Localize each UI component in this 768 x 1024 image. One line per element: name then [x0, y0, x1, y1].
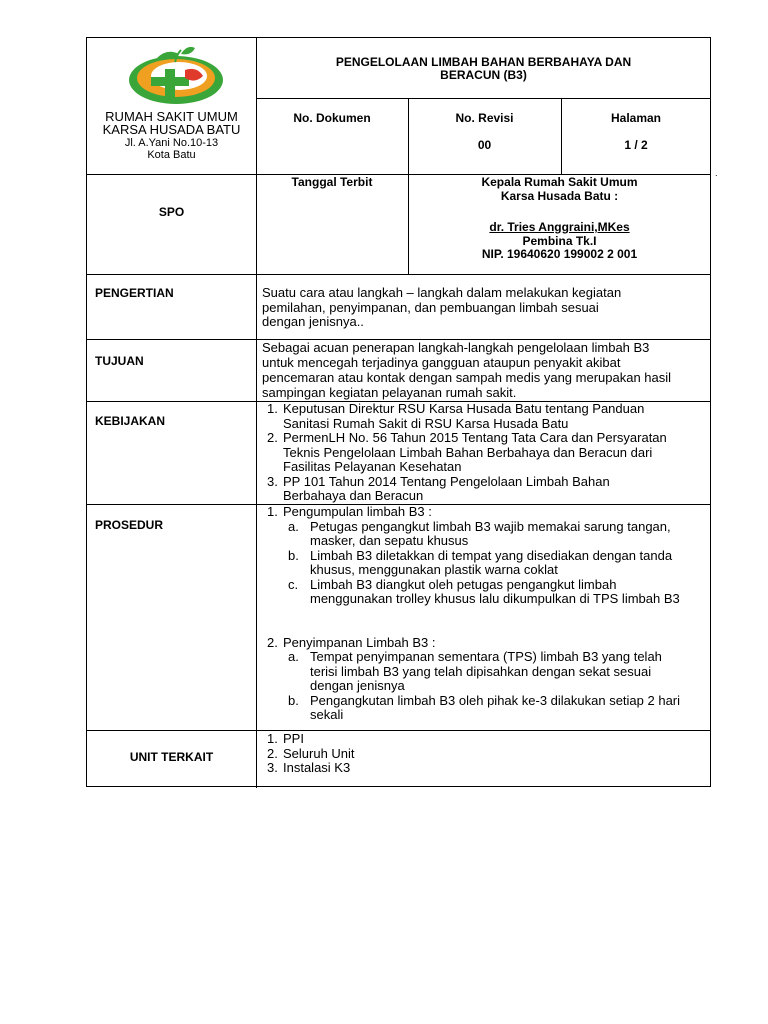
item-number: 2.: [267, 634, 278, 650]
list-item: [262, 747, 707, 762]
text-line: sampingan kegiatan pelayanan rumah sakit.: [262, 385, 517, 400]
item-number: 2.: [267, 430, 278, 445]
text-line: Sebagai acuan penerapan langkah-langkah pengelolaan limbah B3: [262, 340, 650, 355]
text-line: pemilahan, penyimpanan, dan pembuangan limbah sesuai: [262, 299, 599, 315]
title-line: PENGELOLAAN LIMBAH BAHAN BERBAHAYA DAN: [335, 55, 632, 69]
unit-terkait-label: UNIT TERKAIT: [129, 750, 214, 764]
procedure-group-title: Penyimpanan Limbah B3 :: [283, 634, 436, 650]
list-item: [262, 402, 707, 431]
list-item: [262, 475, 707, 504]
text-line: sekali: [310, 707, 344, 722]
address-line: Kota Batu: [147, 149, 196, 161]
text-line: menggunakan trolley khusus lalu dikumpulkan di TPS limbah B3: [310, 591, 680, 606]
procedure-step: [262, 578, 707, 607]
tujuan-label: TUJUAN: [95, 354, 144, 368]
no-revisi-value: 00: [477, 138, 492, 152]
text-line: untuk mencegah terjadinya gangguan ataupun penyakit akibat: [262, 355, 621, 370]
procedure-step: [262, 549, 707, 578]
stray-dot: .: [715, 168, 718, 178]
list-item: [262, 732, 707, 747]
list-item: [262, 761, 707, 776]
no-revisi-label: No. Revisi: [455, 111, 514, 125]
title-line: BERACUN (B3): [440, 68, 527, 82]
text-line: PermenLH No. 56 Tahun 2015 Tentang Tata Cara dan Persyaratan: [283, 430, 667, 445]
hospital-name-line: RUMAH SAKIT UMUM: [105, 109, 238, 124]
text-line: Fasilitas Pelayanan Kesehatan: [283, 459, 462, 474]
text-line: Limbah B3 diletakkan di tempat yang disediakan dengan tanda: [310, 547, 673, 563]
procedure-step: [262, 520, 707, 549]
prosedur-label: PROSEDUR: [95, 518, 164, 532]
spo-label: SPO: [158, 205, 185, 219]
text-line: khusus, menggunakan plastik warna coklat: [310, 562, 558, 577]
text-line: terisi limbah B3 yang telah dipisahkan dengan sekat sesuai: [310, 663, 652, 679]
item-number: 3.: [267, 473, 278, 489]
item-letter: c.: [288, 576, 299, 592]
hospital-name: [87, 110, 256, 136]
text-line: Sanitasi Rumah Sakit di RSU Karsa Husada Batu: [283, 415, 569, 431]
prosedur-list: [262, 505, 707, 723]
text-line: Pengangkutan limbah B3 oleh pihak ke-3 dilakukan setiap 2 hari: [310, 692, 681, 708]
item-letter: b.: [288, 692, 299, 708]
signatory-rank: Pembina Tk.I: [522, 233, 597, 248]
text-line: Suatu cara atau langkah – langkah dalam melakukan kegiatan: [262, 285, 622, 300]
procedure-step: [262, 694, 707, 723]
spo-document: [86, 37, 711, 787]
text-line: Teknis Pengelolaan Limbah Bahan Berbahaya dan Beracun dari: [283, 444, 653, 460]
text-line: Berbahaya dan Beracun: [283, 488, 424, 503]
text-line: PP 101 Tahun 2014 Tentang Pengelolaan Limbah Bahan: [283, 473, 610, 489]
kebijakan-label: KEBIJAKAN: [95, 414, 166, 428]
unit-name: Seluruh Unit: [283, 745, 355, 761]
procedure-group: [262, 636, 707, 651]
item-number: 1.: [267, 504, 278, 519]
hospital-logo-icon: [127, 44, 225, 106]
signatory-name: dr. Tries Anggraini,MKes: [489, 220, 630, 234]
signatory-nip: NIP. 19640620 199002 2 001: [481, 247, 638, 261]
pengertian-label: PENGERTIAN: [95, 286, 174, 300]
unit-name: PPI: [283, 731, 304, 746]
document-title: [256, 56, 711, 82]
item-number: 1.: [267, 731, 278, 746]
text-line: Limbah B3 diangkut oleh petugas pengangkut limbah: [310, 576, 617, 592]
signatory-title: Karsa Husada Batu :: [500, 188, 619, 203]
address-line: Jl. A.Yani No.10-13: [124, 137, 219, 149]
item-number: 1.: [267, 401, 278, 416]
item-letter: b.: [288, 547, 299, 563]
text-line: Keputusan Direktur RSU Karsa Husada Batu tentang Panduan: [283, 401, 645, 416]
text-line: pencemaran atau kontak dengan sampah medis yang merupakan hasil: [262, 370, 672, 385]
tanggal-terbit-label: Tanggal Terbit: [291, 175, 373, 189]
text-line: Tempat penyimpanan sementara (TPS) limbah B3 yang telah: [310, 649, 662, 664]
item-letter: a.: [288, 649, 299, 664]
hospital-name-line: KARSA HUSADA BATU: [102, 122, 241, 137]
hospital-address: [87, 137, 256, 161]
list-item: [262, 431, 707, 475]
halaman-label: Halaman: [610, 111, 662, 125]
halaman-value: 1 / 2: [624, 138, 648, 152]
procedure-group-title: Pengumpulan limbah B3 :: [283, 504, 432, 519]
text-line: dengan jenisnya..: [262, 314, 364, 329]
kebijakan-list: [262, 402, 707, 504]
item-number: 3.: [267, 760, 278, 775]
text-line: Petugas pengangkut limbah B3 wajib memakai sarung tangan,: [310, 518, 671, 534]
item-letter: a.: [288, 518, 299, 534]
no-dokumen-label: No. Dokumen: [293, 111, 371, 125]
procedure-group: [262, 505, 707, 520]
unit-name: Instalasi K3: [283, 760, 351, 775]
text-line: dengan jenisnya: [310, 678, 405, 693]
procedure-step: [262, 650, 707, 694]
item-number: 2.: [267, 745, 278, 761]
signatory-block: [408, 176, 711, 262]
pengertian-text: [262, 286, 707, 330]
text-line: masker, dan sepatu khusus: [310, 533, 469, 548]
tujuan-text: [262, 340, 707, 400]
signatory-title: Kepala Rumah Sakit Umum: [481, 175, 638, 189]
unit-terkait-list: [262, 732, 707, 776]
